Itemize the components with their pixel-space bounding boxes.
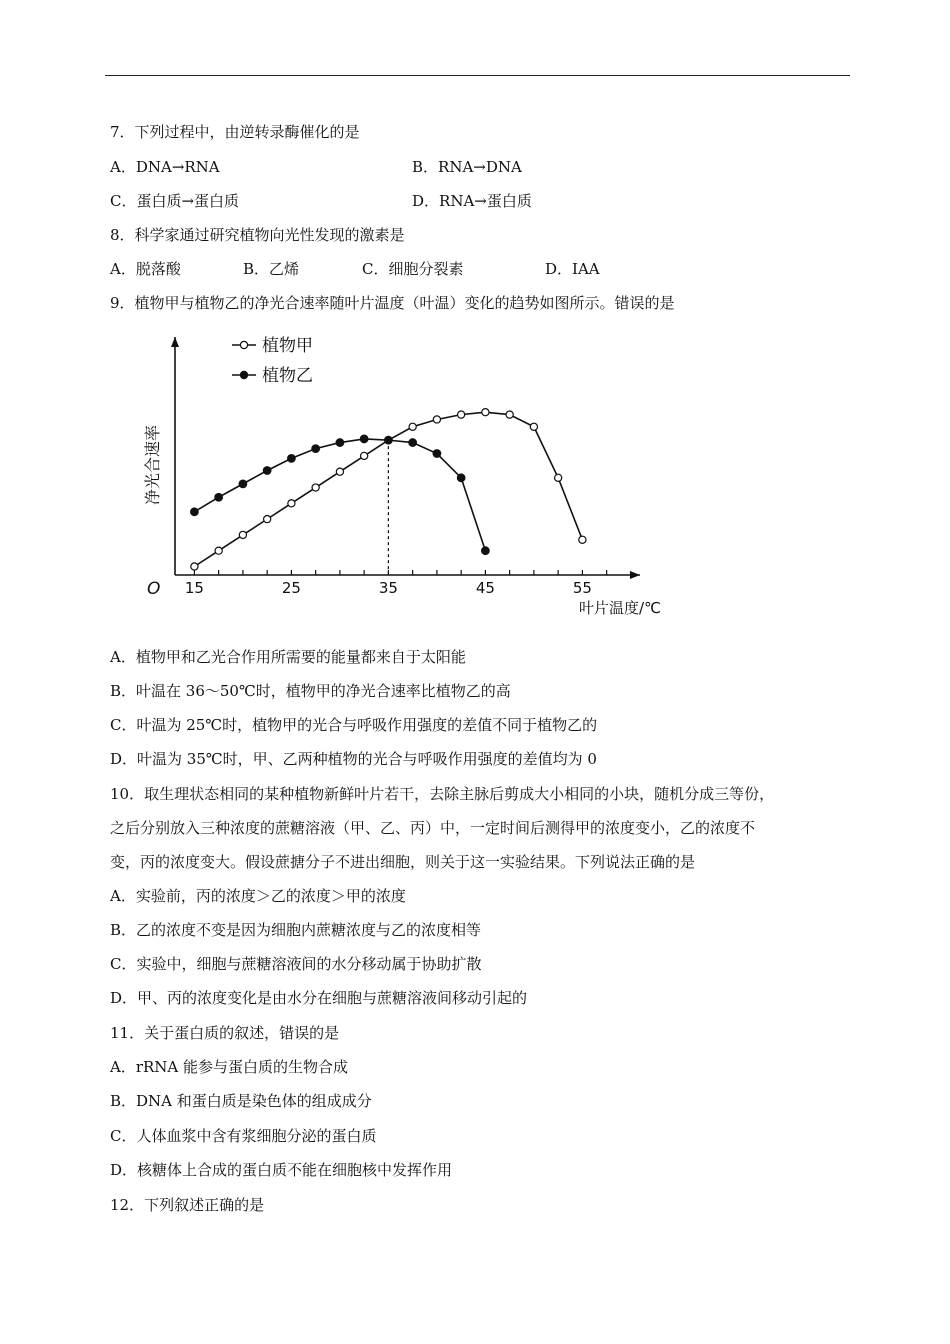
q11-option-b: B．DNA 和蛋白质是染色体的组成成分 — [110, 1092, 372, 1110]
data-point-jia — [409, 423, 416, 430]
x-tick-label: 45 — [475, 579, 495, 597]
q9-option-d: D．叶温为 35℃时，甲、乙两种植物的光合与呼吸作用强度的差值均为 0 — [110, 750, 597, 768]
x-tick-label: 25 — [281, 579, 301, 597]
q7-stem: 7．下列过程中，由逆转录酶催化的是 — [110, 123, 360, 141]
chart-legend — [232, 336, 313, 386]
data-point-yi — [263, 467, 271, 475]
data-point-jia — [530, 423, 537, 430]
q10-option-d: D．甲、丙的浓度变化是由水分在细胞与蔗糖溶液间移动引起的 — [110, 989, 528, 1007]
q9-option-a: A．植物甲和乙光合作用所需要的能量都来自于太阳能 — [110, 648, 466, 666]
q8-stem: 8．科学家通过研究植物向光性发现的激素是 — [110, 226, 405, 244]
legend-label: 植物甲 — [262, 336, 313, 356]
data-point-jia — [191, 563, 198, 570]
data-point-jia — [215, 547, 222, 554]
data-point-yi — [482, 547, 490, 555]
data-point-jia — [239, 531, 246, 538]
q9-option-b: B．叶温在 36～50℃时，植物甲的净光合速率比植物乙的高 — [110, 682, 511, 700]
legend-marker-open — [240, 341, 247, 348]
q11-option-c: C．人体血浆中含有浆细胞分泌的蛋白质 — [110, 1127, 377, 1145]
data-point-yi — [191, 508, 199, 516]
q10-stem-line1: 10．取生理状态相同的某种植物新鲜叶片若干，去除主脉后剪成大小相同的小块，随机分成三等份， — [110, 785, 775, 803]
q7-option-d: D．RNA→蛋白质 — [412, 192, 532, 210]
legend-label: 植物乙 — [262, 366, 313, 386]
legend-marker-filled — [240, 371, 247, 378]
data-point-jia — [433, 416, 440, 423]
q7-option-c: C．蛋白质→蛋白质 — [110, 192, 240, 210]
q10-option-b: B．乙的浓度不变是因为细胞内蔗糖浓度与乙的浓度相等 — [110, 921, 482, 939]
net-photosynthesis-chart — [130, 325, 670, 625]
x-tick-label: 55 — [572, 579, 592, 597]
q7-option-a: A．DNA→RNA — [110, 158, 220, 176]
data-point-jia — [579, 536, 586, 543]
q8-option-d: D．IAA — [545, 260, 600, 278]
q9-stem: 9．植物甲与植物乙的净光合速率随叶片温度（叶温）变化的趋势如图所示。错误的是 — [110, 294, 675, 312]
q7-option-b: B．RNA→DNA — [412, 158, 522, 176]
y-axis-label: 净光合速率 — [143, 424, 162, 506]
data-point-yi — [360, 435, 368, 443]
q10-option-c: C．实验中，细胞与蔗糖溶液间的水分移动属于协助扩散 — [110, 955, 482, 973]
data-point-jia — [336, 468, 343, 475]
q9-option-c: C．叶温为 25℃时，植物甲的光合与呼吸作用强度的差值不同于植物乙的 — [110, 716, 598, 734]
data-point-jia — [288, 500, 295, 507]
q8-option-c: C．细胞分裂素 — [362, 260, 464, 278]
q10-stem-line3: 变，丙的浓度变大。假设蔗搪分子不进出细胞，则关于这一实验结果。下列说法正确的是 — [110, 853, 696, 871]
data-point-yi — [409, 439, 417, 447]
data-point-jia — [361, 452, 368, 459]
data-point-jia — [264, 516, 271, 523]
origin-label: O — [147, 579, 161, 599]
x-axis-arrow — [630, 571, 640, 579]
q11-stem: 11．关于蛋白质的叙述，错误的是 — [110, 1024, 340, 1042]
data-point-yi — [215, 493, 223, 501]
data-point-jia — [506, 411, 513, 418]
x-tick-label: 35 — [378, 579, 398, 597]
q8-option-b: B．乙烯 — [243, 260, 300, 278]
data-point-jia — [555, 474, 562, 481]
y-axis-arrow — [171, 337, 179, 347]
x-tick-label: 15 — [184, 579, 204, 597]
header-rule — [105, 75, 850, 76]
data-point-jia — [482, 409, 489, 416]
data-point-jia — [312, 484, 319, 491]
data-point-yi — [312, 445, 320, 453]
q12-stem: 12．下列叙述正确的是 — [110, 1196, 265, 1214]
q8-option-a: A．脱落酸 — [110, 260, 181, 278]
data-point-yi — [433, 450, 441, 458]
q11-option-d: D．核糖体上合成的蛋白质不能在细胞核中发挥作用 — [110, 1161, 453, 1179]
data-point-yi — [288, 455, 296, 463]
q10-option-a: A．实验前，丙的浓度＞乙的浓度＞甲的浓度 — [110, 887, 406, 905]
series-line-yi — [194, 439, 485, 551]
data-point-yi — [336, 439, 344, 447]
data-point-jia — [458, 411, 465, 418]
data-point-yi — [239, 480, 247, 488]
x-axis-label: 叶片温度/℃ — [579, 599, 661, 617]
q11-option-a: A．rRNA 能参与蛋白质的生物合成 — [110, 1058, 349, 1076]
data-point-yi — [457, 474, 465, 482]
q10-stem-line2: 之后分别放入三种浓度的蔗糖溶液（甲、乙、丙）中，一定时间后测得甲的浓度变小，乙的浓度不 — [110, 819, 756, 837]
data-point-yi — [385, 436, 393, 444]
